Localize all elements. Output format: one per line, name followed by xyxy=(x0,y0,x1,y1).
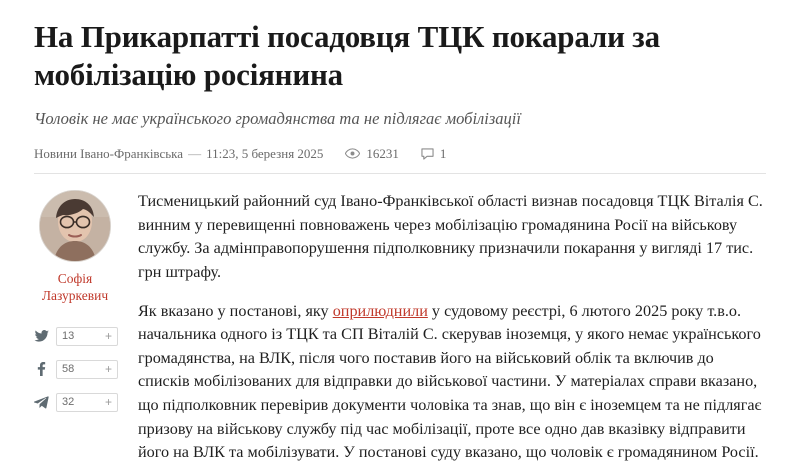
author-name[interactable] xyxy=(42,270,108,305)
author-name-line1: Софія xyxy=(57,270,93,286)
paragraph-2 xyxy=(138,300,766,465)
comments-count: 1 xyxy=(439,145,447,161)
plus-icon[interactable]: + xyxy=(104,395,112,410)
share-telegram[interactable] xyxy=(32,393,118,412)
author-name-line2: Лазуркевич xyxy=(41,288,109,304)
share-count-value: 13 xyxy=(62,330,75,343)
avatar xyxy=(39,190,111,262)
article-body xyxy=(130,190,766,465)
author-sidebar xyxy=(34,190,130,465)
paragraph-2-text-after: у судовому реєстрі, 6 лютого 2025 року т.в.о. начальника одного із ТЦК та СП Віталій С. скерував іноземця, у якого немає українського громадянства, на ВЛК, після чого поставив його на військовий облік та включив до списків мобілізованих для відправки до військової частини. У матеріалах справи вказано, що підполковник перевірив документи чоловіка та знав, що він є іноземцем та не підлягає призову на військову службу під час мобілізації, проте все одно дав вказівку відправити його на ВЛК та мобілізувати. У постанові суду вказано, що чоловік є громадянином Росії. xyxy=(138,301,762,462)
share-count-twitter[interactable] xyxy=(56,327,118,346)
article-subtitle: Чоловік не має українського громадянства та не підлягає мобілізації xyxy=(34,108,521,128)
inline-link-published[interactable]: оприлюднили xyxy=(332,301,428,320)
comment-icon xyxy=(421,148,434,160)
article-meta xyxy=(34,146,766,174)
plus-icon[interactable]: + xyxy=(104,329,112,344)
page-title: На Прикарпатті посадовця ТЦК покарали за мобілізацію росіянина xyxy=(34,19,660,92)
share-count-telegram[interactable] xyxy=(56,393,118,412)
facebook-icon[interactable] xyxy=(32,362,50,376)
paragraph-1-text: Тисменицький районний суд Івано-Франківської області визнав посадовця ТЦК Віталія С. винним у перевищенні повноважень через мобілізацію громадянина Росії на військову службу. За адмінправопорушення підполковнику призначили покарання у вигляді 17 тис. грн штрафу. xyxy=(138,191,763,281)
paragraph-1 xyxy=(138,190,766,285)
share-facebook[interactable] xyxy=(32,360,118,379)
views-count: 16231 xyxy=(366,145,399,161)
share-list xyxy=(32,327,118,426)
comments-stat[interactable] xyxy=(421,146,447,162)
views-stat xyxy=(345,146,399,162)
eye-icon xyxy=(345,148,360,159)
telegram-icon[interactable] xyxy=(32,396,50,409)
plus-icon[interactable]: + xyxy=(104,362,112,377)
paragraph-2-text-before: Як вказано у постанові, яку xyxy=(138,301,333,320)
article-content xyxy=(34,174,766,465)
share-count-value: 58 xyxy=(62,363,75,376)
share-twitter[interactable] xyxy=(32,327,118,346)
twitter-icon[interactable] xyxy=(32,330,50,343)
meta-separator: — xyxy=(188,145,202,161)
share-count-value: 32 xyxy=(62,396,75,409)
meta-date: 11:23, 5 березня 2025 xyxy=(206,145,324,161)
meta-source[interactable]: Новини Івано-Франківська xyxy=(34,145,184,161)
share-count-facebook[interactable] xyxy=(56,360,118,379)
